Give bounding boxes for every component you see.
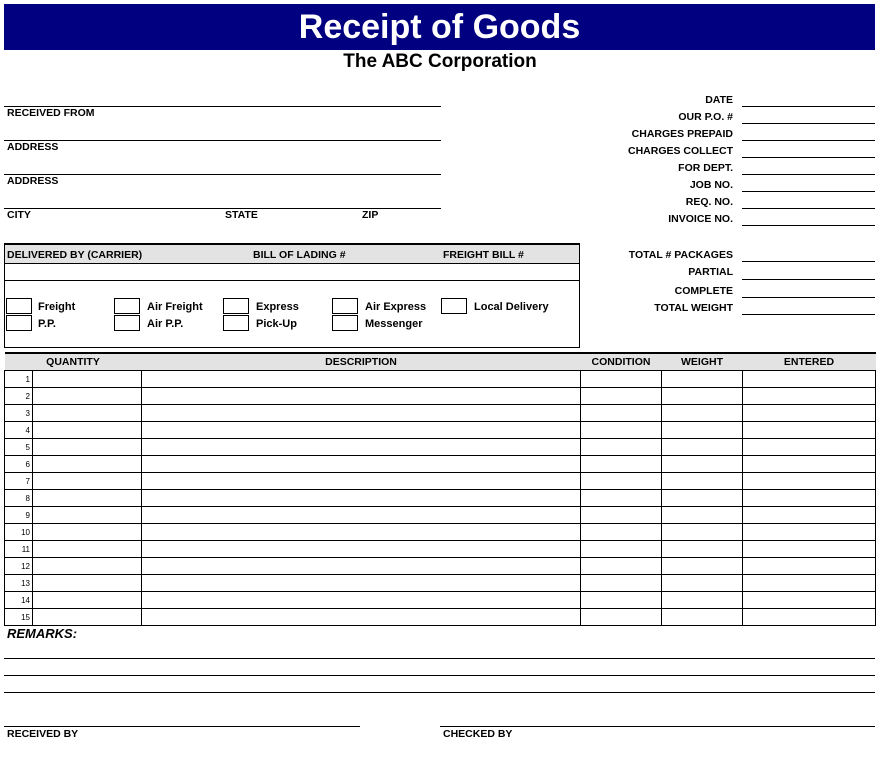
date-line[interactable] bbox=[742, 106, 875, 107]
pp-checkbox-label: P.P. bbox=[38, 318, 56, 330]
condition-cell[interactable] bbox=[581, 405, 662, 422]
description-header: DESCRIPTION bbox=[142, 353, 581, 371]
table-row bbox=[5, 609, 876, 626]
row-number: 8 bbox=[5, 490, 33, 507]
entered-cell[interactable] bbox=[743, 405, 876, 422]
row-number: 5 bbox=[5, 439, 33, 456]
table-row bbox=[5, 558, 876, 575]
items-table bbox=[4, 352, 876, 626]
quantity-cell[interactable] bbox=[33, 524, 142, 541]
remarks-label: REMARKS: bbox=[7, 626, 78, 641]
received-from-label: RECEIVED FROM bbox=[7, 107, 95, 119]
quantity-cell[interactable] bbox=[33, 558, 142, 575]
messenger-checkbox[interactable] bbox=[332, 315, 358, 331]
weight-cell[interactable] bbox=[662, 507, 743, 524]
bill-of-lading-label: BILL OF LADING # bbox=[253, 249, 346, 261]
condition-cell[interactable] bbox=[581, 592, 662, 609]
weight-cell[interactable] bbox=[662, 592, 743, 609]
row-number: 9 bbox=[5, 507, 33, 524]
local-delivery-checkbox-label: Local Delivery bbox=[474, 301, 549, 313]
quantity-cell[interactable] bbox=[33, 422, 142, 439]
table-row bbox=[5, 388, 876, 405]
charges-prepaid-line[interactable] bbox=[742, 140, 875, 141]
delivered-by-label: DELIVERED BY (CARRIER) bbox=[7, 249, 143, 261]
weight-cell[interactable] bbox=[662, 575, 743, 592]
quantity-cell[interactable] bbox=[33, 439, 142, 456]
table-row bbox=[5, 371, 876, 388]
date-label: DATE bbox=[705, 94, 733, 106]
po-line[interactable] bbox=[742, 123, 875, 124]
city-label: CITY bbox=[7, 209, 31, 221]
condition-cell[interactable] bbox=[581, 575, 662, 592]
entered-cell[interactable] bbox=[743, 388, 876, 405]
quantity-cell[interactable] bbox=[33, 541, 142, 558]
row-number: 3 bbox=[5, 405, 33, 422]
address1-label: ADDRESS bbox=[7, 141, 59, 153]
entered-cell[interactable] bbox=[743, 490, 876, 507]
table-row bbox=[5, 541, 876, 558]
weight-cell[interactable] bbox=[662, 371, 743, 388]
form-title: Receipt of Goods bbox=[4, 4, 875, 50]
entered-cell[interactable] bbox=[743, 422, 876, 439]
weight-cell[interactable] bbox=[662, 609, 743, 626]
zip-label: ZIP bbox=[362, 209, 379, 221]
row-number: 11 bbox=[5, 541, 33, 558]
air-express-checkbox[interactable] bbox=[332, 298, 358, 314]
state-label: STATE bbox=[225, 209, 258, 221]
freight-checkbox-label: Freight bbox=[38, 301, 76, 313]
quantity-cell[interactable] bbox=[33, 388, 142, 405]
description-cell[interactable] bbox=[142, 609, 581, 626]
description-cell[interactable] bbox=[142, 473, 581, 490]
entered-cell[interactable] bbox=[743, 473, 876, 490]
pp-checkbox[interactable] bbox=[6, 315, 32, 331]
weight-cell[interactable] bbox=[662, 490, 743, 507]
table-row bbox=[5, 405, 876, 422]
weight-cell[interactable] bbox=[662, 558, 743, 575]
entered-cell[interactable] bbox=[743, 609, 876, 626]
checked-by-label: CHECKED BY bbox=[443, 728, 513, 740]
partial-label: PARTIAL bbox=[688, 266, 733, 278]
row-number: 14 bbox=[5, 592, 33, 609]
table-row bbox=[5, 575, 876, 592]
entered-cell[interactable] bbox=[743, 524, 876, 541]
req-no-label: REQ. NO. bbox=[685, 196, 733, 208]
row-number: 13 bbox=[5, 575, 33, 592]
row-number: 4 bbox=[5, 422, 33, 439]
carrier-entry-line[interactable] bbox=[4, 280, 580, 281]
condition-cell[interactable] bbox=[581, 524, 662, 541]
charges-collect-label: CHARGES COLLECT bbox=[628, 145, 733, 157]
table-row bbox=[5, 592, 876, 609]
for-dept-line[interactable] bbox=[742, 174, 875, 175]
description-cell[interactable] bbox=[142, 558, 581, 575]
air-pp-checkbox[interactable] bbox=[114, 315, 140, 331]
remarks-line-1[interactable] bbox=[4, 658, 875, 659]
air-freight-checkbox[interactable] bbox=[114, 298, 140, 314]
weight-cell[interactable] bbox=[662, 388, 743, 405]
po-label: OUR P.O. # bbox=[678, 111, 733, 123]
description-cell[interactable] bbox=[142, 507, 581, 524]
row-number: 10 bbox=[5, 524, 33, 541]
air-express-checkbox-label: Air Express bbox=[365, 301, 427, 313]
weight-cell[interactable] bbox=[662, 456, 743, 473]
req-no-line[interactable] bbox=[742, 208, 875, 209]
messenger-checkbox-label: Messenger bbox=[365, 318, 423, 330]
weight-cell[interactable] bbox=[662, 541, 743, 558]
entered-cell[interactable] bbox=[743, 439, 876, 456]
air-freight-checkbox-label: Air Freight bbox=[147, 301, 203, 313]
partial-line[interactable] bbox=[742, 279, 875, 280]
quantity-cell[interactable] bbox=[33, 609, 142, 626]
table-row bbox=[5, 439, 876, 456]
condition-cell[interactable] bbox=[581, 388, 662, 405]
job-no-line[interactable] bbox=[742, 191, 875, 192]
items-header-row bbox=[5, 353, 876, 371]
pick-up-checkbox[interactable] bbox=[223, 315, 249, 331]
table-row bbox=[5, 456, 876, 473]
row-number: 15 bbox=[5, 609, 33, 626]
express-checkbox-label: Express bbox=[256, 301, 299, 313]
entered-cell[interactable] bbox=[743, 456, 876, 473]
condition-cell[interactable] bbox=[581, 371, 662, 388]
row-number: 12 bbox=[5, 558, 33, 575]
invoice-no-line[interactable] bbox=[742, 225, 875, 226]
description-cell[interactable] bbox=[142, 541, 581, 558]
table-row bbox=[5, 422, 876, 439]
weight-cell[interactable] bbox=[662, 524, 743, 541]
quantity-cell[interactable] bbox=[33, 507, 142, 524]
entered-cell[interactable] bbox=[743, 371, 876, 388]
condition-cell[interactable] bbox=[581, 422, 662, 439]
quantity-cell[interactable] bbox=[33, 575, 142, 592]
description-cell[interactable] bbox=[142, 422, 581, 439]
received-by-label: RECEIVED BY bbox=[7, 728, 79, 740]
weight-cell[interactable] bbox=[662, 405, 743, 422]
description-cell[interactable] bbox=[142, 456, 581, 473]
description-cell[interactable] bbox=[142, 575, 581, 592]
remarks-line-2[interactable] bbox=[4, 675, 875, 676]
charges-collect-line[interactable] bbox=[742, 157, 875, 158]
entered-cell[interactable] bbox=[743, 575, 876, 592]
condition-cell[interactable] bbox=[581, 490, 662, 507]
remarks-line-3[interactable] bbox=[4, 692, 875, 693]
quantity-cell[interactable] bbox=[33, 456, 142, 473]
description-cell[interactable] bbox=[142, 405, 581, 422]
freight-bill-label: FREIGHT BILL # bbox=[443, 249, 524, 261]
address2-label: ADDRESS bbox=[7, 175, 59, 187]
quantity-cell[interactable] bbox=[33, 371, 142, 388]
total-packages-label: TOTAL # PACKAGES bbox=[628, 249, 733, 261]
quantity-cell[interactable] bbox=[33, 473, 142, 490]
quantity-cell[interactable] bbox=[33, 592, 142, 609]
condition-cell[interactable] bbox=[581, 609, 662, 626]
table-row bbox=[5, 524, 876, 541]
company-name: The ABC Corporation bbox=[343, 51, 537, 72]
condition-cell[interactable] bbox=[581, 558, 662, 575]
total-packages-line[interactable] bbox=[742, 261, 875, 262]
table-row bbox=[5, 473, 876, 490]
table-row bbox=[5, 507, 876, 524]
row-number: 2 bbox=[5, 388, 33, 405]
description-cell[interactable] bbox=[142, 592, 581, 609]
weight-header: WEIGHT bbox=[662, 353, 743, 371]
entered-cell[interactable] bbox=[743, 558, 876, 575]
air-pp-checkbox-label: Air P.P. bbox=[147, 318, 184, 330]
entered-cell[interactable] bbox=[743, 541, 876, 558]
address1-line[interactable] bbox=[4, 140, 441, 141]
job-no-label: JOB NO. bbox=[689, 179, 733, 191]
description-cell[interactable] bbox=[142, 490, 581, 507]
condition-cell[interactable] bbox=[581, 541, 662, 558]
charges-prepaid-label: CHARGES PREPAID bbox=[631, 128, 733, 140]
entered-cell[interactable] bbox=[743, 507, 876, 524]
for-dept-label: FOR DEPT. bbox=[678, 162, 733, 174]
row-number: 1 bbox=[5, 371, 33, 388]
description-cell[interactable] bbox=[142, 439, 581, 456]
condition-cell[interactable] bbox=[581, 507, 662, 524]
received-by-line[interactable] bbox=[4, 726, 360, 727]
total-weight-label: TOTAL WEIGHT bbox=[654, 302, 733, 314]
complete-label: COMPLETE bbox=[674, 285, 733, 297]
table-row bbox=[5, 490, 876, 507]
express-checkbox[interactable] bbox=[223, 298, 249, 314]
pick-up-checkbox-label: Pick-Up bbox=[256, 318, 297, 330]
condition-header: CONDITION bbox=[581, 353, 662, 371]
quantity-header: QUANTITY bbox=[5, 353, 142, 371]
total-weight-line[interactable] bbox=[742, 314, 875, 315]
entered-header: ENTERED bbox=[743, 353, 876, 371]
condition-cell[interactable] bbox=[581, 473, 662, 490]
description-cell[interactable] bbox=[142, 524, 581, 541]
local-delivery-checkbox[interactable] bbox=[441, 298, 467, 314]
freight-checkbox[interactable] bbox=[6, 298, 32, 314]
row-number: 7 bbox=[5, 473, 33, 490]
complete-line[interactable] bbox=[742, 297, 875, 298]
weight-cell[interactable] bbox=[662, 422, 743, 439]
quantity-cell[interactable] bbox=[33, 405, 142, 422]
row-number: 6 bbox=[5, 456, 33, 473]
weight-cell[interactable] bbox=[662, 439, 743, 456]
invoice-no-label: INVOICE NO. bbox=[668, 213, 733, 225]
checked-by-line[interactable] bbox=[440, 726, 875, 727]
description-cell[interactable] bbox=[142, 388, 581, 405]
address2-line[interactable] bbox=[4, 174, 441, 175]
quantity-cell[interactable] bbox=[33, 490, 142, 507]
description-cell[interactable] bbox=[142, 371, 581, 388]
condition-cell[interactable] bbox=[581, 439, 662, 456]
weight-cell[interactable] bbox=[662, 473, 743, 490]
entered-cell[interactable] bbox=[743, 592, 876, 609]
condition-cell[interactable] bbox=[581, 456, 662, 473]
